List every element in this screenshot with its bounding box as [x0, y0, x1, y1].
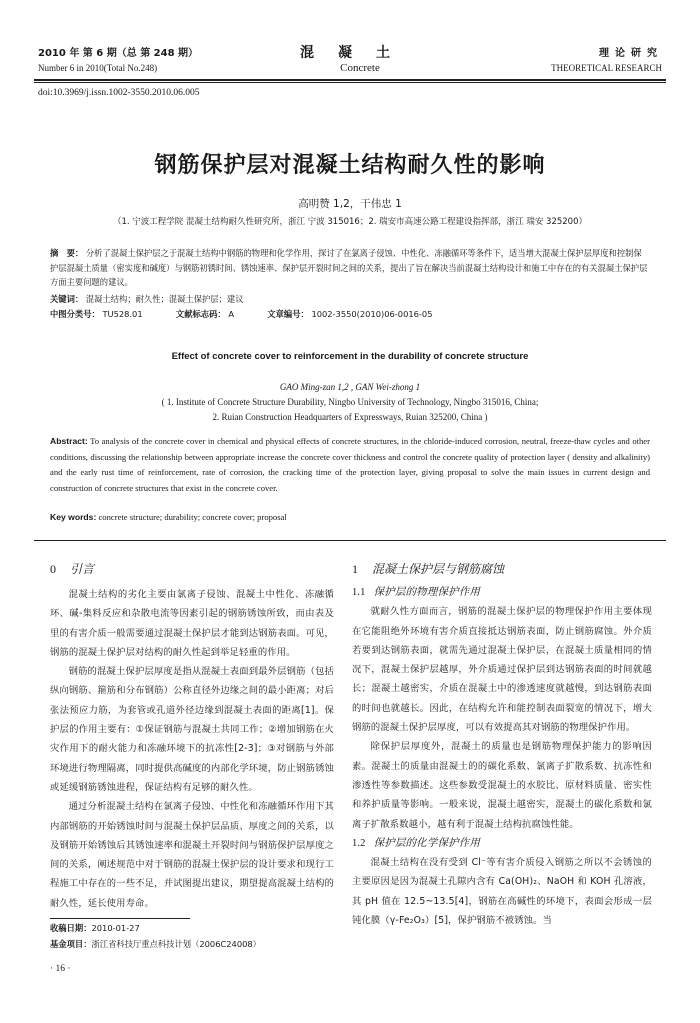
received-label: 收稿日期：: [50, 923, 92, 933]
keywords-cn: [50, 292, 650, 307]
paper-title: 钢筋保护层对混凝土结构耐久性的影响: [154, 153, 546, 178]
article-no-value: 1002-3550(2010)06-0016-05: [311, 309, 433, 319]
subsection-1-2-title: 保护层的化学保护作用: [373, 836, 481, 849]
clc-value: TU528.01: [102, 309, 143, 319]
authors: 高明赞 1,2，干伟忠 1: [298, 198, 402, 210]
section-1-title: 混凝土保护层与钢筋腐蚀: [372, 562, 505, 576]
header-section-cn: 理论研究: [599, 48, 663, 59]
left-column-body: [50, 585, 334, 913]
paragraph: 钢筋的混凝土保护层厚度是指从混凝土表面到最外层钢筋（包括纵向钢筋、箍筋和分布钢筋）公称直径外边缘之间的最小距离；对后张法预应力筋，为套管或孔道外径边缘到混凝土表面的距离[1]。保护层的作用主要有：①保证钢筋与混凝土共同工作；②增加钢筋在火灾作用下的耐火能力和冻融环境下的抗冻性[2-3]；③对钢筋与外部环境进行物理隔离，同时提供高碱度的内部化学环境，防止钢筋锈蚀或延缓钢筋锈蚀进程，保证结构有足够的耐久性。: [50, 666, 334, 793]
english-affiliation-2: 2. Ruian Construction Headquarters of Expressways, Ruian 325200, China ): [212, 412, 488, 422]
header-section-en: THEORETICAL RESEARCH: [551, 63, 662, 73]
paragraph: 就耐久性方面而言，钢筋的混凝土保护层的物理保护作用主要体现在它能阻绝外环境有害介质直接抵达钢筋表面，防止钢筋腐蚀。外介质若要到达钢筋表面，就需先通过混凝土保护层，在混凝土质量相同的情况下，混凝土保护层越厚，外介质通过保护层到达钢筋表面的时间就越长；混凝土越密实，介质在混凝土中的渗透速度就越慢，到达钢筋表面的时间也就越长。因此，在结构允许和能控制表面裂宽的情况下，增大钢筋的混凝土保护层厚度，可以有效提高其对钢筋的物理保护作用。: [352, 606, 652, 734]
subsection-1-2-heading: [352, 834, 652, 853]
section-1-number: 1: [352, 562, 358, 576]
abstract-cn-text: 分析了混凝土保护层之于混凝土结构中钢筋的物理和化学作用，探讨了在氯离子侵蚀、中性化、冻融循环等条件下，适当增大混凝土保护层厚度和控制保护层混凝土质量（密实度和碱度）与钢筋初锈时间、锈蚀速率、保护层开裂时间之间的关系，提出了旨在解决当前混凝土结构设计和施工中存在的有关混凝土保护层方面主要问题的建议。: [50, 248, 648, 287]
english-authors: GAO Ming-zan 1,2 , GAN Wei-zhong 1: [279, 382, 421, 392]
paragraph: 除保护层厚度外，混凝土的质量也是钢筋物理保护能力的影响因素。混凝土的质量由混凝土的的碳化系数、氯离子扩散系数、抗冻性和渗透性等参数描述。这些参数受混凝土的水胶比、原材料质量、密实性和养护质量等影响。一般来说，混凝土越密实，混凝土的碳化系数和氯离子扩散系数越小，越有利于混凝土结构抗腐蚀性能。: [352, 741, 652, 830]
fund-label: 基金项目：: [50, 939, 92, 949]
header-rule-thin: [34, 82, 666, 83]
classification-line: [50, 307, 650, 322]
affiliation: （1. 宁波工程学院 混凝土结构耐久性研究所，浙江 宁波 315016；2. 瑞安市高速公路工程建设指挥部，浙江 瑞安 325200）: [112, 217, 588, 227]
clc-label: 中图分类号：: [50, 309, 100, 319]
doc-code-label: 文献标志码：: [175, 309, 226, 319]
subsection-1-1-heading: [352, 583, 652, 602]
subsection-1-1-number: 1.1: [352, 587, 366, 598]
doc-code-value: A: [228, 309, 235, 319]
paragraph: 混凝土结构在没有受到 Cl⁻等有害介质侵入钢筋之所以不会锈蚀的主要原因是因为混凝土孔隙内含有 Ca(OH)₂、NaOH 和 KOH 孔溶液，其 pH 值在 12.5~13.5[4]，钢筋在高碱性的环境下，表面会形成一层钝化膜（γ-Fe₂O₃）[5]，保护钢筋不被锈蚀。当: [352, 857, 652, 927]
section-0-heading: [50, 560, 94, 577]
header-journal-cn: 混凝土: [300, 45, 414, 61]
keywords-en-label: Key words:: [50, 512, 97, 522]
header-journal-en: Concrete: [340, 62, 380, 74]
doi: doi:10.3969/j.issn.1002-3550.2010.06.005: [38, 88, 200, 98]
received-date: [50, 922, 140, 934]
header-issue-en: Number 6 in 2010(Total No.248): [38, 63, 158, 73]
header-issue-cn: 2010 年 第 6 期（总 第 248 期）: [38, 48, 199, 59]
header-rule: [34, 79, 666, 81]
received-value: 2010-01-27: [91, 923, 140, 933]
english-title: Effect of concrete cover to reinforcement in the durability of concrete structure: [171, 351, 529, 362]
abstract-en-text: To analysis of the concrete cover in chemical and physical effects of concrete structures, in the chloride-induced corrosion, neutral, freeze-thaw cycles and other conditions, discussing the relationship between appropriate increase the concrete cover thickness and control the concrete quality of protection layer ( density and alkalinity) and the early rust time of reinforcement, rate of corrosion, the cracking time of the protection layer, giving proposal to solve the main issues in current design and construction of concrete structures that exist in the concrete cover.: [50, 436, 650, 493]
page-number: · 16 ·: [50, 964, 71, 974]
article-no-label: 文章编号：: [267, 309, 309, 319]
subsection-1-1-title: 保护层的物理保护作用: [373, 586, 481, 598]
keywords-cn-label: 关键词：: [50, 294, 84, 304]
paragraph: 混凝土结构的劣化主要由氯离子侵蚀、混凝土中性化、冻融循环、碱-集料反应和杂散电流等因素引起的钢筋锈蚀所致，而由表及里的有害介质一般需要通过混凝土保护层才能到达钢筋表面。可见，钢筋的混凝土保护层对结构的耐久性起到举足轻重的作用。: [50, 589, 334, 658]
keywords-cn-text: 混凝土结构；耐久性；混凝土保护层；建议: [85, 294, 244, 304]
keywords-en: [50, 512, 650, 522]
abstract-en: [50, 434, 650, 496]
subsection-1-2-number: 1.2: [352, 837, 366, 849]
abstract-en-label: Abstract:: [50, 436, 88, 446]
footnote-rule: [50, 918, 190, 919]
section-0-number: 0: [50, 562, 56, 576]
right-column-body: [352, 583, 652, 930]
abstract-cn-label: 摘 要：: [50, 248, 84, 258]
front-matter-rule: [34, 540, 666, 541]
abstract-cn: [50, 246, 650, 290]
section-1-heading: [352, 560, 504, 577]
paragraph: 通过分析混凝土结构在氯离子侵蚀、中性化和冻融循环作用下其内部钢筋的开始锈蚀时间与混凝土保护层品质、厚度之间的关系，以及钢筋开始锈蚀后其锈蚀速率和混凝土开裂时间与钢筋保护层厚度之间的关系，阐述规范中对于钢筋的混凝土保护层的设计要求和现行工程施工中存在的一些不足，并试图提出建议，期望提高混凝土结构的耐久性，延长使用寿命。: [50, 801, 334, 909]
fund-value: 浙江省科技厅重点科技计划（2006C24008）: [91, 939, 261, 949]
keywords-en-text: concrete structure; durability; concrete cover; proposal: [98, 512, 287, 522]
english-affiliation-1: ( 1. Institute of Concrete Structure Durability, Ningbo University of Technology, Ningbo 315016, China;: [161, 397, 539, 407]
section-0-title: 引言: [70, 562, 95, 576]
fund-project: [50, 938, 261, 950]
